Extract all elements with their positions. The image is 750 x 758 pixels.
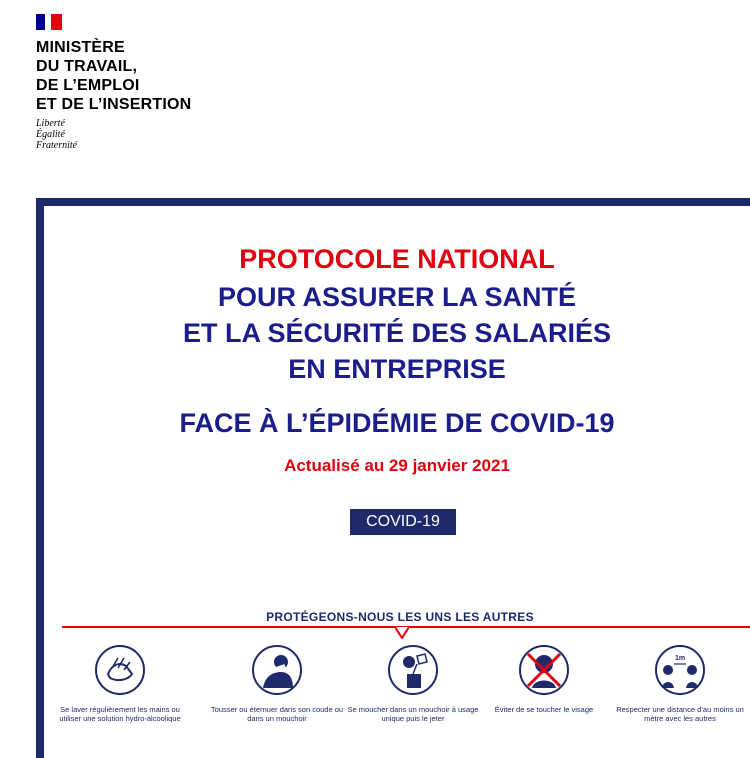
distance-icon (654, 644, 706, 696)
marianne-flag-icon (36, 14, 62, 30)
title-line-2: ET LA SÉCURITÉ DES SALARIÉS (182, 318, 612, 348)
ministry-name (36, 38, 296, 114)
motto-line: Liberté (36, 118, 65, 129)
government-header (36, 14, 296, 151)
covid-badge: COVID-19 (350, 509, 456, 535)
motto-line: Fraternité (36, 140, 78, 151)
distance-label: 1m (674, 655, 686, 662)
gesture-item (50, 644, 190, 723)
ministry-line: ET DE L’INSERTION (36, 96, 192, 113)
cough-elbow-icon (251, 644, 303, 696)
tissue-icon (387, 644, 439, 696)
gesture-caption: Respecter une distance d’au moins un mètre avec les autres (616, 705, 744, 723)
gesture-caption: Se laver régulièrement les mains ou utiliser une solution hydro-alcoolique (59, 705, 181, 723)
gesture-caption: Tousser ou éternuer dans son coude ou dans un mouchoir (210, 705, 344, 723)
gesture-item (343, 644, 483, 723)
title-line-1: POUR ASSURER LA SANTÉ (217, 282, 577, 312)
update-date: Actualisé au 29 janvier 2021 (284, 456, 510, 475)
gesture-item (474, 644, 614, 714)
ministry-line: DU TRAVAIL, (36, 58, 138, 75)
gesture-item (207, 644, 347, 723)
title-line-3: EN ENTREPRISE (288, 354, 506, 384)
section-title: PROTÉGEONS-NOUS LES UNS LES AUTRES (266, 610, 534, 624)
ministry-line: DE L’EMPLOI (36, 77, 140, 94)
title-red: PROTOCOLE NATIONAL (239, 244, 555, 274)
gesture-caption: Éviter de se toucher le visage (494, 705, 594, 714)
republic-motto (36, 118, 296, 151)
no-face-touch-icon (518, 644, 570, 696)
subtitle: FACE À L’ÉPIDÉMIE DE COVID-19 (179, 408, 615, 438)
ministry-line: MINISTÈRE (36, 39, 125, 56)
gesture-item (610, 644, 750, 723)
motto-line: Égalité (36, 129, 65, 140)
handwash-icon (94, 644, 146, 696)
speech-notch-icon (395, 627, 409, 639)
gesture-caption: Se moucher dans un mouchoir à usage unique puis le jeter (347, 705, 479, 723)
